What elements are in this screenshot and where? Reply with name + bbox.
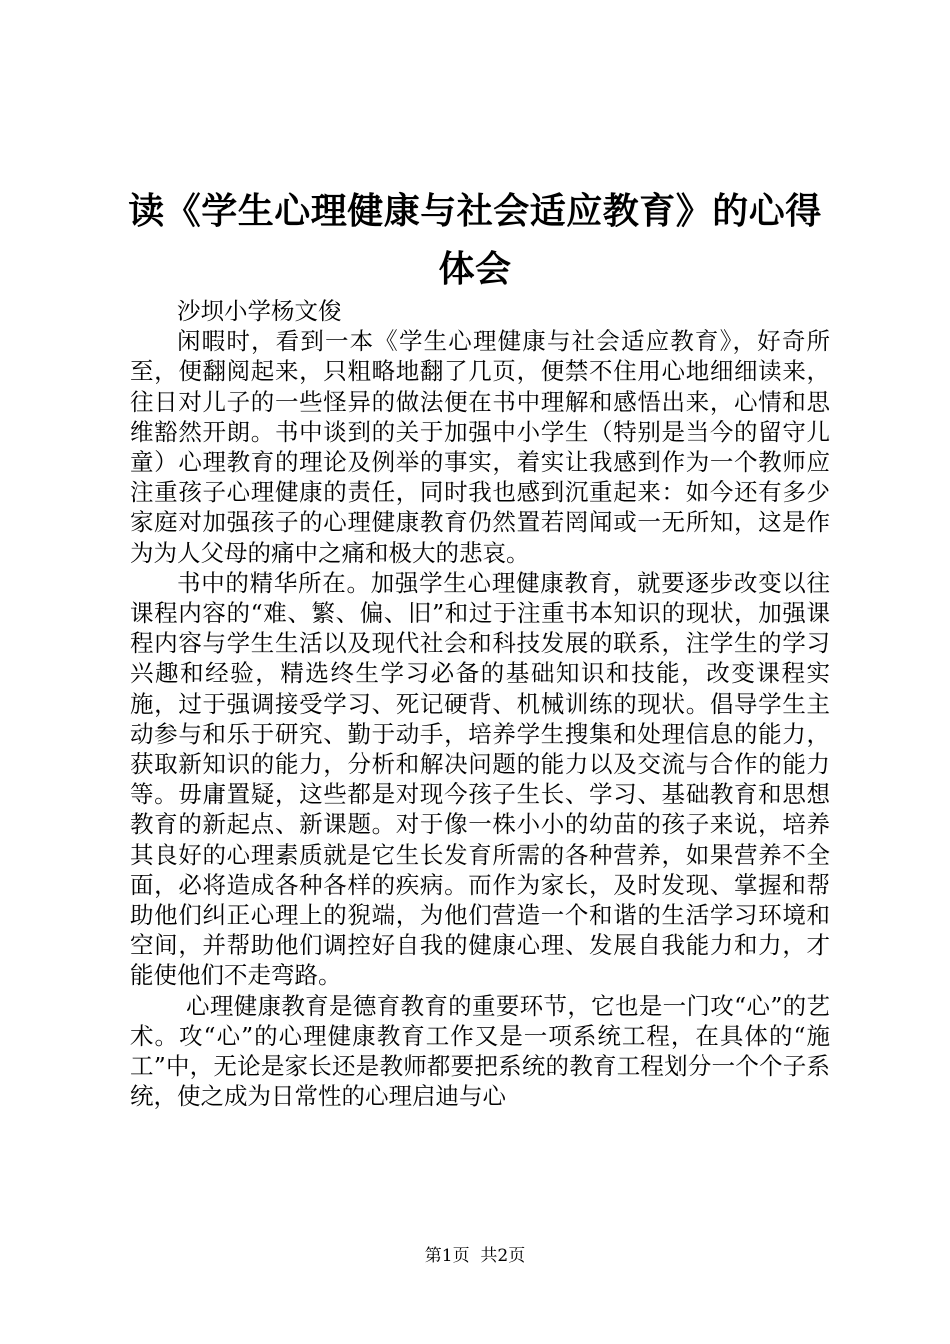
- document-body: [130, 296, 830, 1111]
- paragraph-3: 心理健康教育是德育教育的重要环节，它也是一门攻“心”的艺术。攻“心”的心理健康教育工作又是一项系统工程，在具体的“施工”中，无论是家长还是教师都要把系统的教育工程划分一个个子系统，使之成为日常性的心理启迪与心: [130, 991, 830, 1111]
- page-number: 第1页 共2页: [424, 1246, 526, 1266]
- page-footer: [0, 1245, 950, 1267]
- paragraph-1: 闲暇时，看到一本《学生心理健康与社会适应教育》，好奇所至，便翻阅起来，只粗略地翻了几页，便禁不住用心地细细读来，往日对儿子的一些怪异的做法便在书中理解和感悟出来，心情和思维豁然开朗。书中谈到的关于加强中小学生（特别是当今的留守儿童）心理教育的理论及例举的事实，着实让我感到作为一个教师应注重孩子心理健康的责任，同时我也感到沉重起来：如今还有多少家庭对加强孩子的心理健康教育仍然置若罔闻或一无所知，这是作为为人父母的痛中之痛和极大的悲哀。: [130, 327, 830, 567]
- paragraph-2: 书中的精华所在。加强学生心理健康教育，就要逐步改变以往课程内容的“难、繁、偏、旧”和过于注重书本知识的现状，加强课程内容与学生生活以及现代社会和科技发展的联系，注学生的学习兴趣和经验，精选终生学习必备的基础知识和技能，改变课程实施，过于强调接受学习、死记硬背、机械训练的现状。倡导学生主动参与和乐于研究、勤于动手，培养学生搜集和处理信息的能力，获取新知识的能力，分析和解决问题的能力以及交流与合作的能力等。毋庸置疑，这些都是对现今孩子生长、学习、基础教育和思想教育的新起点、新课题。对于像一株小小的幼苗的孩子来说，培养其良好的心理素质就是它生长发育所需的各种营养，如果营养不全面，必将造成各种各样的疾病。而作为家长，及时发现、掌握和帮助他们纠正心理上的猊端，为他们营造一个和谐的生活学习环境和空间，并帮助他们调控好自我的健康心理、发展自我能力和力，才能使他们不走弯路。: [130, 568, 830, 990]
- author-line: 沙坝小学杨文俊: [177, 297, 342, 325]
- document-title: 读《学生心理健康与社会适应教育》的心得体会: [128, 190, 822, 290]
